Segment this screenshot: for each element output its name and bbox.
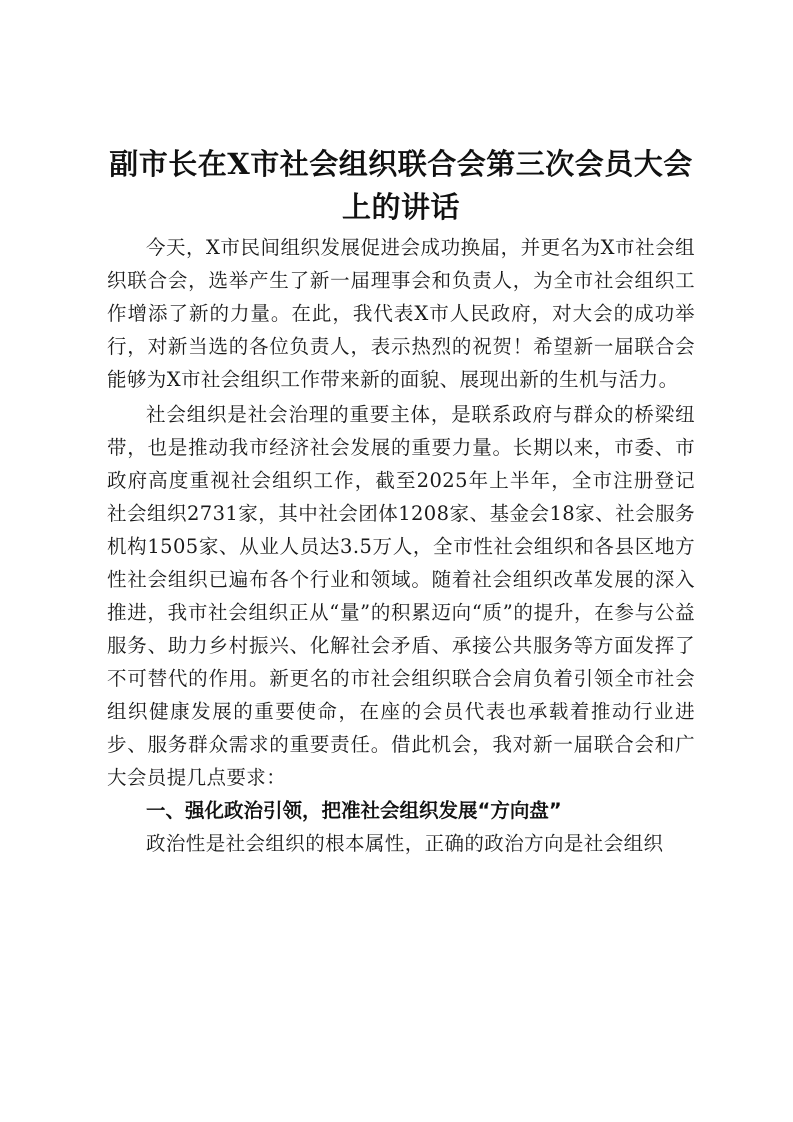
paragraph-section-1: 政治性是社会组织的根本属性，正确的政治方向是社会组织 [146, 832, 664, 855]
section-heading-1: 一、强化政治引领，把准社会组织发展“方向盘” [146, 799, 562, 822]
document-body [107, 143, 695, 860]
document-title: 副市长在X市社会组织联合会第三次会员大会上的讲话 [109, 147, 693, 224]
paragraph-background: 社会组织是社会治理的重要主体，是联系政府与群众的桥梁纽带，也是推动我市经济社会发展的重要力量。长期以来，市委、市政府高度重视社会组织工作，截至2025年上半年，全市注册登记社会组织2731家，其中社会团体1208家、基金会18家、社会服务机构1505家、从业人员达3.5万人，全市性社会组织和各县区地方性社会组织已遍布各个行业和领域。随着社会组织改革发展的深入推进，我市社会组织正从“量”的积累迈向“质”的提升，在参与公益服务、助力乡村振兴、化解社会矛盾、承接公共服务等方面发挥了不可替代的作用。新更名的市社会组织联合会肩负着引领全市社会组织健康发展的重要使命，在座的会员代表也承载着推动行业进步、服务群众需求的重要责任。借此机会，我对新一届联合会和广大会员提几点要求： [107, 403, 695, 789]
paragraph-opening: 今天，X市民间组织发展促进会成功换届，并更名为X市社会组织联合会，选举产生了新一届理事会和负责人，为全市社会组织工作增添了新的力量。在此，我代表X市人民政府，对大会的成功举行，对新当选的各位负责人，表示热烈的祝贺！希望新一届联合会能够为X市社会组织工作带来新的面貌、展现出新的生机与活力。 [107, 236, 695, 391]
